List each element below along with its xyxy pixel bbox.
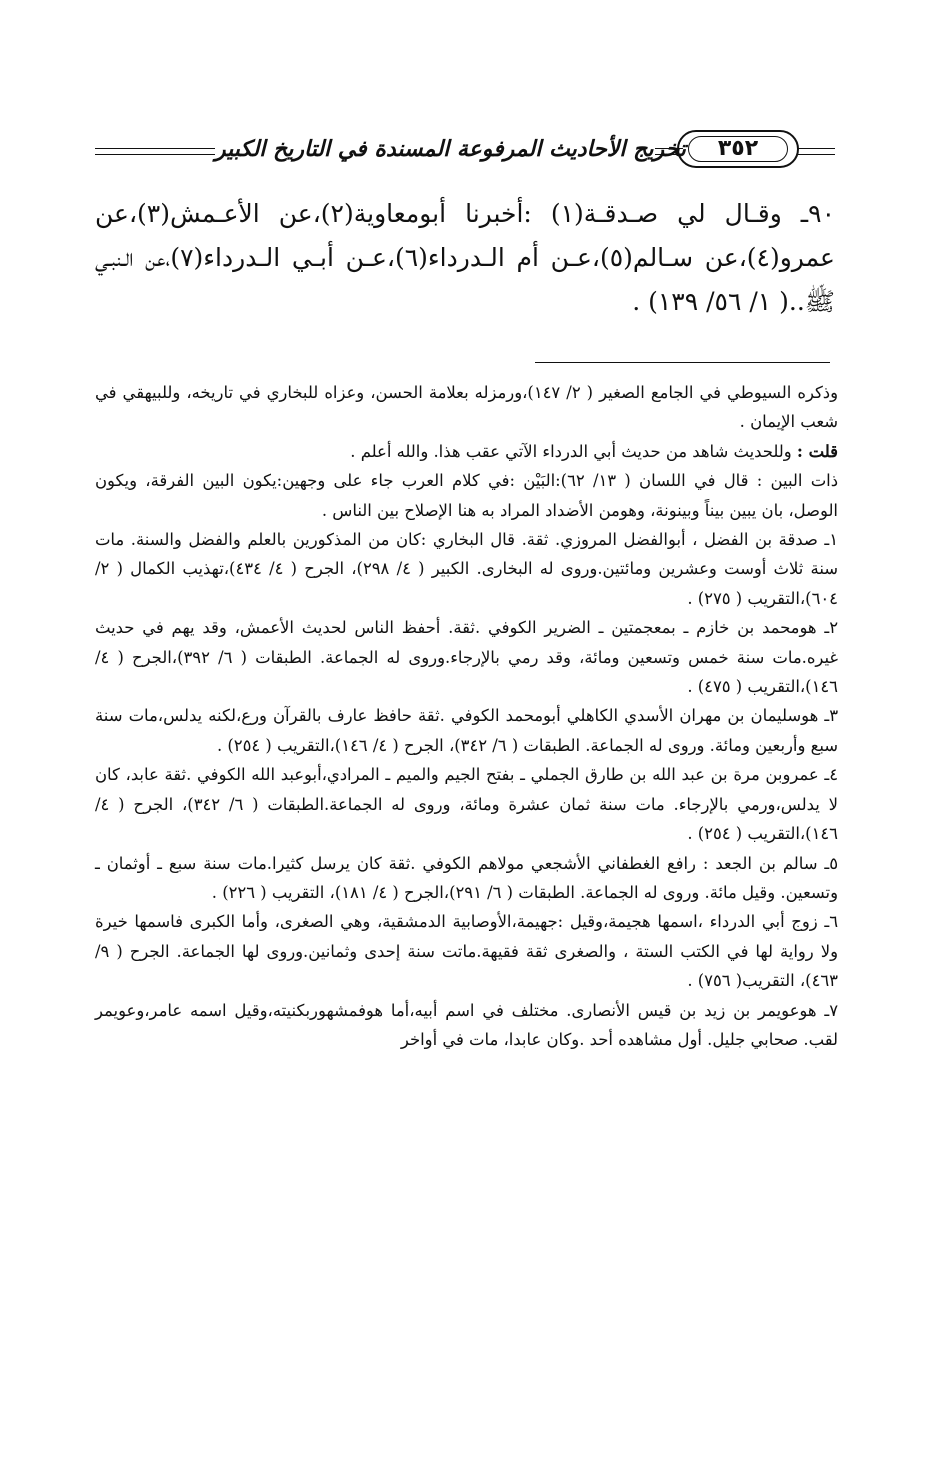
page-number-badge: [677, 130, 799, 168]
hadith-paragraph: ٩٠ـ وقـال لي صـدقـة(١) :أخبرنا أبومعاوية(٢)،عن الأعـمش(٣)،عن عمرو(٤)،عن سـالم(٥)،عـن أم الـدرداء(٦)،عـن أبـي الـدرداء(٧)،عن الـنبـي ﷺ..( ١/ ٥٦/ ١٣٩) .: [95, 199, 835, 316]
qult-text: وللحديث شاهد من حديث أبي الدرداء الآتي عقب هذا. والله أعلم .: [350, 441, 797, 461]
footnote-3: ٣ـ هوسليمان بن مهران الأسدي الكاهلي أبومحمد الكوفي .ثقة حافظ عارف بالقرآن ورع،لكنه يدلس،مات سنة سبع وأربعين ومائة. وروى له الجماعة. الطبقات ( ٦/ ٣٤٢)، الجرح ( ٤/ ١٤٦)،التقريب ( ٢٥٤) .: [95, 706, 838, 755]
footnote-7: ٧ـ هوعويمر بن زيد بن قيس الأنصارى. مختلف في اسم أبيه،أما هوفمشهوربكنيته،وقيل اسمه عامر،وعويمر لقب. صحابي جليل. أول مشاهده أحد .وكان عابدا، مات في أواخر: [95, 1000, 838, 1049]
footnote-5: ٥ـ سالم بن الجعد : رافع الغطفاني الأشجعي مولاهم الكوفي .ثقة كان يرسل كثيرا.مات سنة سبع ـ أوثمان ـ وتسعين. وقيل مائة. وروى له الجماعة. الطبقات ( ٦/ ٢٩١)،الجرح ( ٤/ ١٨١)، التقريب ( ٢٢٦) .: [95, 853, 838, 902]
header-rule-right: [797, 148, 835, 155]
footnote-2: ٢ـ هومحمد بن خازم ـ بمعجمتين ـ الضرير الكوفي .ثقة. أحفظ الناس لحديث الأعمش، وقد يهم في حديث غيره.مات سنة خمس وتسعين ومائة، وقد رمي بالإرجاء.وروى له الجماعة. الطبقات ( ٦/ ٣٩٢)،الجرح ( ٤/ ١٤٦)،التقريب ( ٤٧٥) .: [95, 618, 838, 697]
page-number-frame: [688, 136, 788, 162]
footnote-intro: وذكره السيوطي في الجامع الصغير ( ٢/ ١٤٧)،ورمزله بعلامة الحسن، وعزاه للبخاري في تاريخه، وللبيهقي في شعب الإيمان .: [95, 383, 839, 432]
footnote-qult: [95, 437, 838, 466]
page-number: ٣٥٢: [717, 136, 759, 161]
page-header: [95, 130, 835, 170]
main-hadith-text: [95, 192, 835, 324]
footnote-6: ٦ـ زوج أبي الدرداء ،اسمها هجيمة،وقيل :جهيمة،الأوصابية الدمشقية، وهي الصغرى، وأما الكبرى فاسمها خيرة ولا رواية لها في الكتب الستة ، والصغرى ثقة فقيهة.ماتت سنة إحدى وثمانين.وروى لها الجماعة. الجرح ( ٩/ ٤٦٣)، التقريب( ٧٥٦) .: [95, 912, 838, 991]
footnote-1: ١ـ صدقة بن الفضل ، أبوالفضل المروزي. ثقة. قال البخاري :كان من المذكورين بالعلم والفضل والسنة. مات سنة ثلاث أوست وعشرين ومائتين.وروى له البخارى. الكبير ( ٤/ ٢٩٨)، الجرح ( ٤/ ٤٣٤)،تهذيب الكمال ( ٢/ ٦٠٤)،التقريب ( ٢٧٥) .: [95, 530, 838, 608]
footnote-4: ٤ـ عمروبن مرة بن عبد الله بن طارق الجملي ـ بفتح الجيم والميم ـ المرادي،أبوعبد الله الكوفي .ثقة عابد، كان لا يدلس،ورمي بالإرجاء. مات سنة ثمان عشرة ومائة، وروى له الجماعة.الطبقات ( ٦/ ٣٤٢)، الجرح ( ٤/ ١٤٦)،التقريب ( ٢٥٤) .: [95, 765, 839, 844]
footnote-dhat-al-bayn: ذات البين : قال في اللسان ( ١٣/ ٦٢):البَيْن :في كلام العرب جاء على وجهين:يكون البين الفرقة، ويكون الوصل، بان يبين بيناً وبينونة، وهومن الأضداد المراد به هنا الإصلاح بين الناس .: [95, 471, 838, 520]
running-title: تخريج الأحاديث المرفوعة المسندة في التاريخ الكبير: [215, 136, 686, 162]
qult-label: قلت :: [796, 441, 838, 461]
header-rule-left: [95, 148, 215, 155]
footnote-separator: [535, 362, 830, 363]
footnotes: [95, 378, 838, 1054]
